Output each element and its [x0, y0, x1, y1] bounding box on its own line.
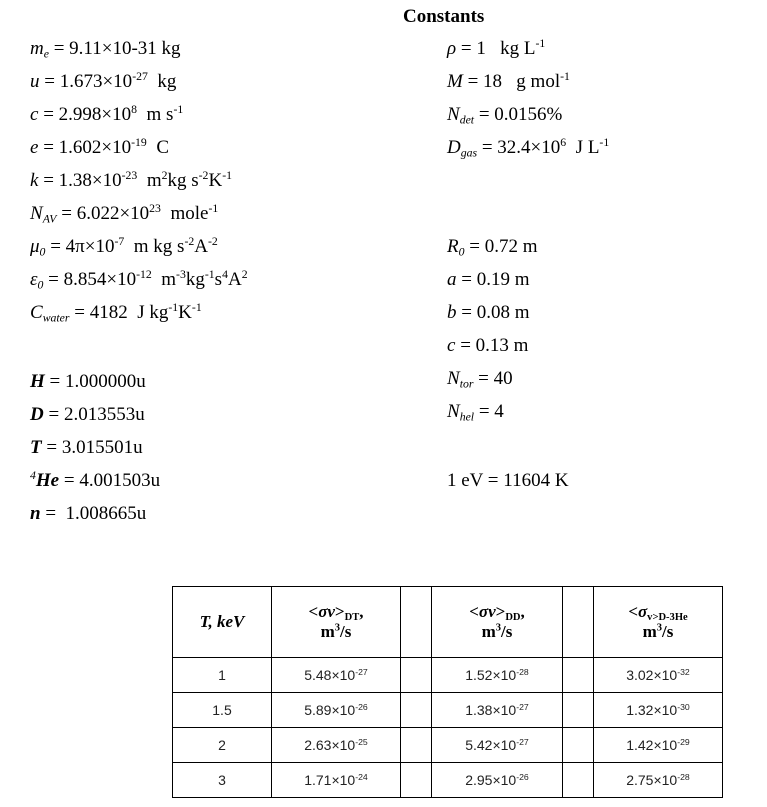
- const-molar-mass: M = 18 g mol$^{-1}$: [447, 69, 570, 92]
- cell-dt-rate: $5.48\times 10^{-27}$: [272, 658, 401, 693]
- const-atomic-mass-unit: $u = 1.673\times 10^{-27}$ kg: [30, 69, 177, 92]
- table-row: [173, 763, 723, 798]
- header-dt-rate: $<\sigma v>_{DT}$, $m^3/s$: [272, 587, 401, 658]
- cell-dhe3-rate: $1.32\times 10^{-30}$: [594, 693, 723, 728]
- cell-spacer: [401, 693, 432, 728]
- header-spacer: [563, 587, 594, 658]
- cell-dd-rate: $1.38\times 10^{-27}$: [432, 693, 563, 728]
- const-tritium-mass: T = 3.015501u: [30, 437, 143, 458]
- cell-spacer: [563, 763, 594, 798]
- cell-temperature: 3: [173, 763, 272, 798]
- cell-temperature: 1.5: [173, 693, 272, 728]
- table-header-row: [173, 587, 723, 658]
- table-row: [173, 658, 723, 693]
- const-density: ρ = 1 kg $L^{-1}$: [447, 36, 546, 59]
- const-boltzmann: $k = 1.38\times 10^{-23}$ $m^2kg$ $s^{-2}K^{-1}$: [30, 168, 232, 191]
- cell-temperature: 2: [173, 728, 272, 763]
- cell-dhe3-rate: $2.75\times 10^{-28}$: [594, 763, 723, 798]
- const-neutron-mass: n = 1.008665u: [30, 503, 147, 524]
- cell-dd-rate: $1.52\times 10^{-28}$: [432, 658, 563, 693]
- const-n-tor: $N_{tor} = 40$: [447, 368, 513, 391]
- const-deuterium-mass: D = 2.013553u: [30, 404, 145, 425]
- cell-spacer: [563, 693, 594, 728]
- header-temperature: T, keV: [173, 587, 272, 658]
- const-hydrogen-mass: H = 1.000000u: [30, 371, 146, 392]
- cell-dhe3-rate: $1.42\times 10^{-29}$: [594, 728, 723, 763]
- const-n-hel: $N_{hel} = 4$: [447, 401, 504, 424]
- cell-spacer: [401, 763, 432, 798]
- cell-temperature: 1: [173, 658, 272, 693]
- const-ev-kelvin: 1 eV = 11604 K: [447, 470, 569, 491]
- table-row: [173, 728, 723, 763]
- cell-dt-rate: $1.71\times 10^{-24}$: [272, 763, 401, 798]
- const-vacuum-permittivity: $\varepsilon_0 = 8.854\times 10^{-12}$ $m^{-3}kg^{-1}s^4A^2$: [30, 267, 248, 292]
- const-avogadro: $N_{AV} = 6.022\times 10^{23}$ mole$^{-1}$: [30, 201, 219, 226]
- cell-dt-rate: $5.89\times 10^{-26}$: [272, 693, 401, 728]
- table-row: [173, 693, 723, 728]
- const-c-right: c = 0.13 m: [447, 335, 529, 356]
- header-dd-rate: $<\sigma v>_{DD}$, $m^3/s$: [432, 587, 563, 658]
- const-water-heat-capacity: $C_{water} = 4182$ J $kg^{-1}K^{-1}$: [30, 300, 202, 325]
- cell-spacer: [401, 728, 432, 763]
- const-b: b = 0.08 m: [447, 302, 530, 323]
- const-vacuum-permeability: $\mu_0 = 4\pi\times 10^{-7}$ m kg $s^{-2}A^{-2}$: [30, 234, 218, 259]
- const-helium4-mass: $^4$He = 4.001503u: [30, 468, 161, 491]
- const-major-radius: $R_0 = 0.72$ m: [447, 236, 538, 259]
- const-a: a = 0.19 m: [447, 269, 530, 290]
- cell-dd-rate: $5.42\times 10^{-27}$: [432, 728, 563, 763]
- header-spacer: [401, 587, 432, 658]
- header-dhe3-rate: $<\sigma_{v>D-3He}$ $m^3/s$: [594, 587, 723, 658]
- const-speed-of-light: $c = 2.998\times 10^8$ m $s^{-1}$: [30, 102, 184, 125]
- const-d-gas: $D_{gas} = 32.4\times 10^6$ J $L^{-1}$: [447, 135, 610, 160]
- reaction-rate-table: [172, 586, 723, 798]
- cell-spacer: [401, 658, 432, 693]
- page-title: Constants: [403, 6, 485, 27]
- const-elementary-charge: $e = 1.602\times 10^{-19}$ C: [30, 135, 169, 158]
- cell-dt-rate: $2.63\times 10^{-25}$: [272, 728, 401, 763]
- cell-dhe3-rate: $3.02\times 10^{-32}$: [594, 658, 723, 693]
- cell-spacer: [563, 728, 594, 763]
- const-electron-mass: $m_e = 9.11\times 10-31$ kg: [30, 38, 181, 61]
- const-n-det: $N_{det} = 0.0156\%$: [447, 104, 563, 127]
- cell-dd-rate: $2.95\times 10^{-26}$: [432, 763, 563, 798]
- cell-spacer: [563, 658, 594, 693]
